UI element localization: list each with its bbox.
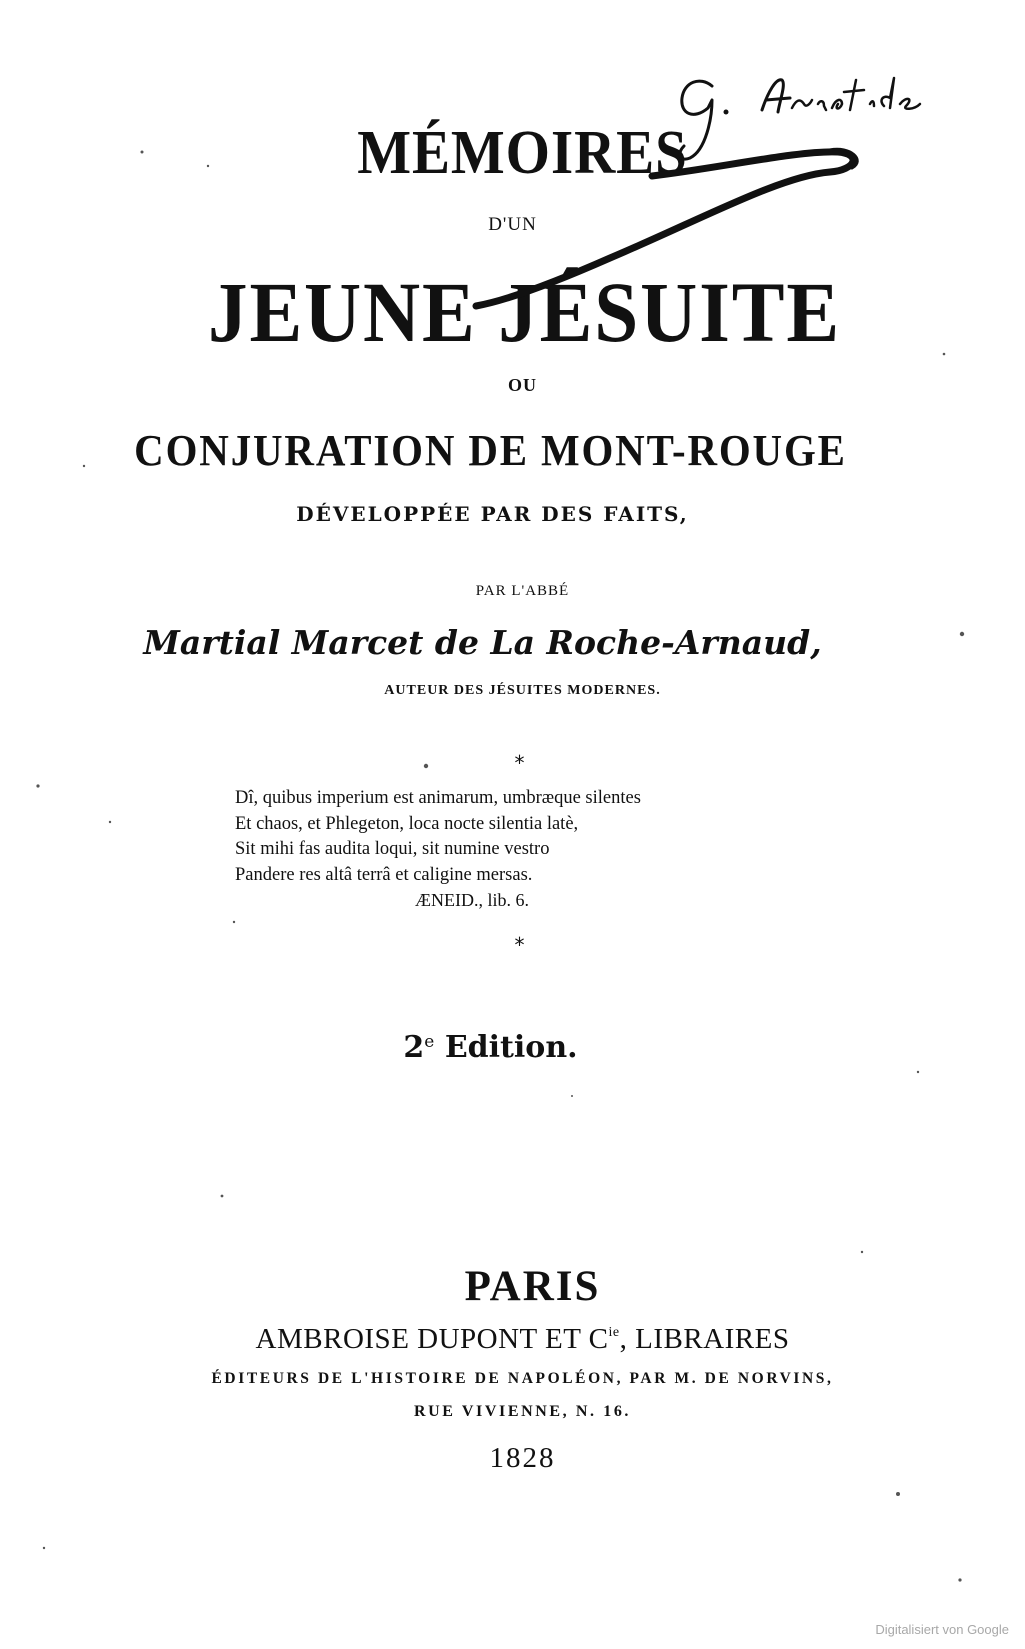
title-subject: JEUNE JÉSUITE (208, 264, 841, 360)
ornament-asterisk-top: * (514, 751, 525, 775)
ornament-asterisk-bottom: * (514, 933, 525, 957)
author-note: AUTEUR DES JÉSUITES MODERNES. (384, 683, 661, 698)
edition-word: Edition. (444, 1030, 578, 1065)
subtitle: CONJURATION DE MONT-ROUGE (134, 426, 847, 475)
epigraph-line: Et chaos, et Phlegeton, loca nocte silentia latè, (235, 813, 579, 834)
publisher-suffix: , LIBRAIRES (619, 1323, 790, 1355)
subtitle-2: DÉVELOPPÉE PAR DES FAITS, (296, 502, 689, 526)
epigraph-line: Pandere res altâ terrâ et caligine mersas. (235, 864, 533, 885)
by-line: PAR L'ABBÉ (475, 583, 570, 599)
digitization-watermark: Digitalisiert von Google (875, 1622, 1009, 1637)
edition-suffix: e (424, 1032, 435, 1052)
epigraph-citation: ÆNEID., lib. 6. (415, 890, 529, 910)
epigraph-line: Sit mihi fas audita loqui, sit numine vestro (235, 839, 550, 859)
edition (0, 1030, 1003, 1065)
imprint-publisher (10, 1323, 1025, 1356)
title-of: D'UN (488, 214, 537, 235)
publisher-sup: ie (608, 1325, 620, 1340)
epigraph-line: Dî, quibus imperium est animarum, umbræque silentes (235, 788, 641, 808)
edition-number: 2 (403, 1030, 425, 1065)
author-name: Martial Marcet de La Roche-Arnaud, (143, 623, 822, 662)
title-main: MÉMOIRES (357, 119, 688, 187)
imprint-year: 1828 (489, 1442, 556, 1474)
imprint-editors: ÉDITEURS DE L'HISTOIRE DE NAPOLÉON, PAR M. DE NORVINS, (211, 1370, 834, 1387)
imprint-city: PARIS (464, 1263, 601, 1310)
title-or: OU (508, 375, 537, 395)
publisher-prefix: AMBROISE DUPONT ET C (255, 1323, 609, 1355)
imprint-address: RUE VIVIENNE, N. 16. (413, 1403, 632, 1420)
epigraph (235, 786, 755, 914)
